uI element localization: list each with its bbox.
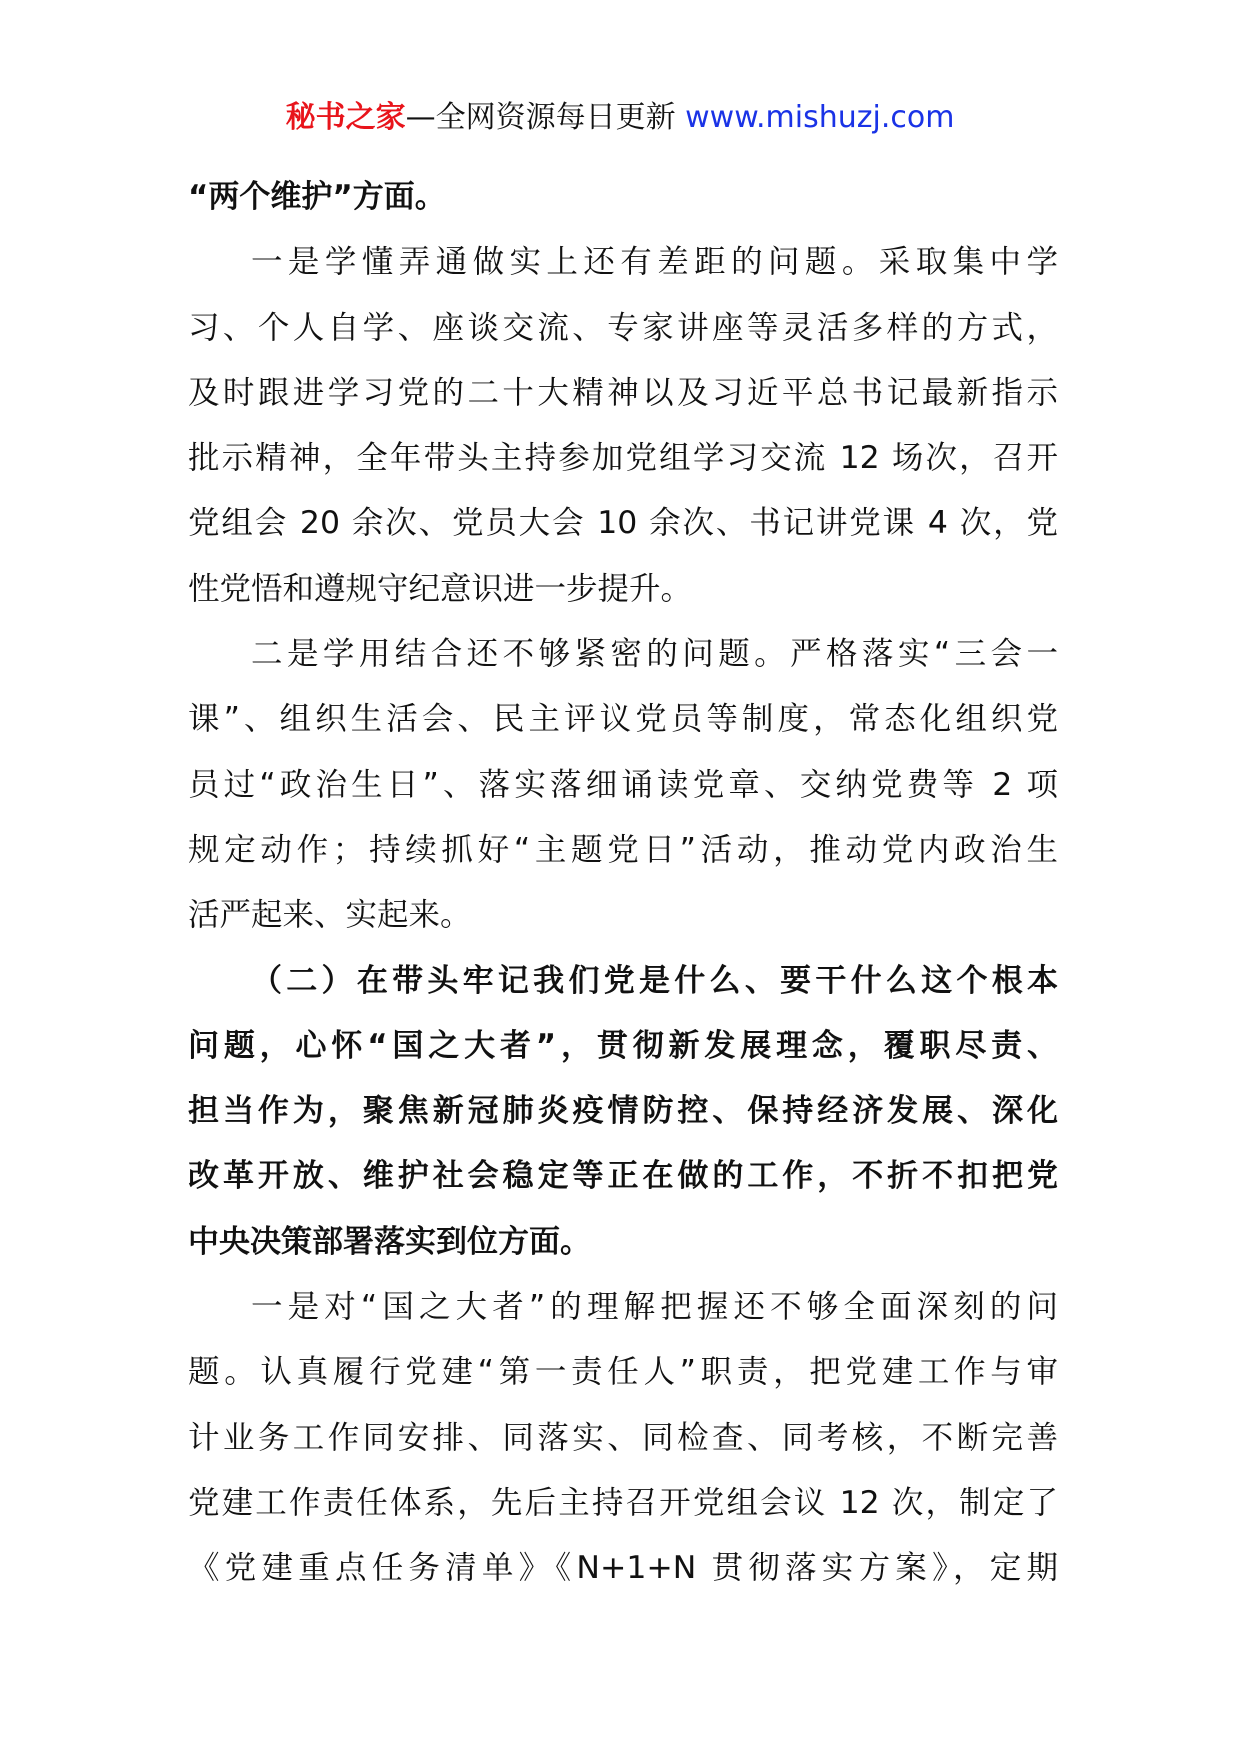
site-url-link[interactable]: www.mishuzj.com [685, 100, 955, 135]
text-line: 《党建重点任务清单》《N+1+N 贯彻落实方案》，定期 [188, 1550, 1058, 1587]
text-line: 规定动作；持续抓好“主题党日”活动，推动党内政治生 [188, 831, 1058, 868]
text-line: 课”、组织生活会、民主评议党员等制度，常态化组织党 [188, 701, 1058, 738]
heading-line: 改革开放、维护社会稳定等正在做的工作，不折不扣把党 [188, 1158, 1058, 1195]
text-line: 计业务工作同安排、同落实、同检查、同考核，不断完善 [188, 1419, 1058, 1456]
heading-line: 中央决策部署落实到位方面。 [188, 1223, 591, 1260]
heading-line: （二）在带头牢记我们党是什么、要干什么这个根本 [251, 962, 1058, 999]
text-line: 批示精神，全年带头主持参加党组学习交流 12 场次，召开 [188, 440, 1058, 477]
text-line: 及时跟进学习党的二十大精神以及习近平总书记最新指示 [188, 374, 1058, 411]
text-line: 二是学用结合还不够紧密的问题。严格落实“三会一 [251, 636, 1058, 673]
text-line: 一是对“国之大者”的理解把握还不够全面深刻的问 [251, 1289, 1058, 1326]
text-line: 活严起来、实起来。 [188, 897, 472, 934]
brand-name: 秘书之家 [285, 100, 406, 135]
heading-line: “两个维护”方面。 [188, 179, 446, 215]
document-body [188, 165, 1058, 1602]
text-line: 一是学懂弄通做实上还有差距的问题。采取集中学 [251, 244, 1058, 281]
text-line: 党组会 20 余次、党员大会 10 余次、书记讲党课 4 次，党 [188, 505, 1058, 542]
heading-line: 担当作为，聚焦新冠肺炎疫情防控、保持经济发展、深化 [188, 1093, 1058, 1130]
text-line: 员过“政治生日”、落实落细诵读党章、交纳党费等 2 项 [188, 766, 1058, 803]
site-tagline: —全网资源每日更新 [405, 100, 686, 135]
text-line: 性党悟和遵规守纪意识进一步提升。 [188, 570, 693, 607]
text-line: 题。认真履行党建“第一责任人”职责，把党建工作与审 [188, 1354, 1058, 1391]
heading-line: 问题，心怀“国之大者”，贯彻新发展理念，覆职尽责、 [188, 1027, 1058, 1064]
text-line: 习、个人自学、座谈交流、专家讲座等灵活多样的方式， [188, 309, 1058, 346]
site-header [0, 98, 1240, 138]
text-line: 党建工作责任体系，先后主持召开党组会议 12 次，制定了 [188, 1484, 1058, 1521]
